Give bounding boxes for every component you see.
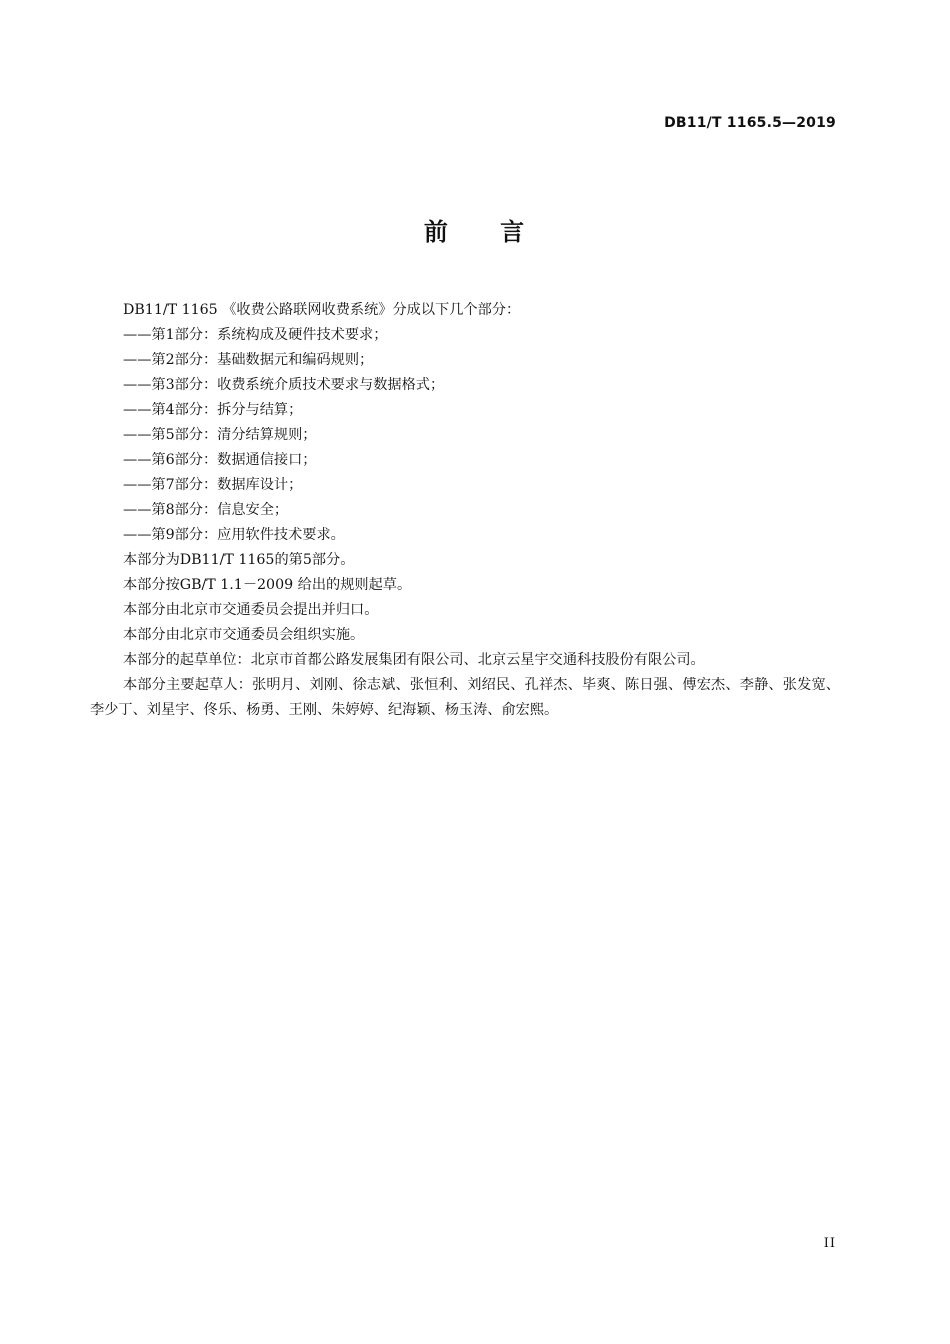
page-title: 前 言 [423, 218, 527, 246]
list-item: ——第6部分：数据通信接口； [123, 452, 317, 468]
list-item: ——第8部分：信息安全； [123, 502, 289, 518]
document-code: DB11/T 1165.5—2019 [664, 115, 836, 131]
list-item: ——第3部分：收费系统介质技术要求与数据格式； [123, 377, 445, 393]
paragraph: 本部分由北京市交通委员会组织实施。 [123, 627, 365, 643]
paragraph: 本部分为DB11/T 1165的第5部分。 [123, 552, 355, 568]
list-item: ——第1部分：系统构成及硬件技术要求； [123, 327, 388, 343]
page-number: II [823, 1236, 836, 1251]
paragraph: 本部分按GB/T 1.1－2009 给出的规则起草。 [123, 577, 412, 593]
list-item: ——第4部分：拆分与结算； [123, 402, 303, 418]
paragraph-drafters: 本部分主要起草人：张明月、刘刚、徐志斌、张恒利、刘绍民、孔祥杰、毕爽、陈日强、傅宏杰、李静、张发宽、李少丁、刘星宇、佟乐、杨勇、王刚、朱婷婷、纪海颖、杨玉涛、俞宏熙。 [90, 677, 840, 718]
paragraph: 本部分的起草单位：北京市首都公路发展集团有限公司、北京云星宇交通科技股份有限公司。 [123, 652, 705, 668]
list-item: ——第5部分：清分结算规则； [123, 427, 317, 443]
list-item: ——第2部分：基础数据元和编码规则； [123, 352, 374, 368]
list-item: ——第7部分：数据库设计； [123, 477, 303, 493]
foreword-body [90, 298, 840, 723]
paragraph: 本部分由北京市交通委员会提出并归口。 [123, 602, 379, 618]
list-item: ——第9部分：应用软件技术要求。 [123, 527, 345, 543]
paragraph: DB11/T 1165 《收费公路联网收费系统》分成以下几个部分： [123, 302, 521, 318]
